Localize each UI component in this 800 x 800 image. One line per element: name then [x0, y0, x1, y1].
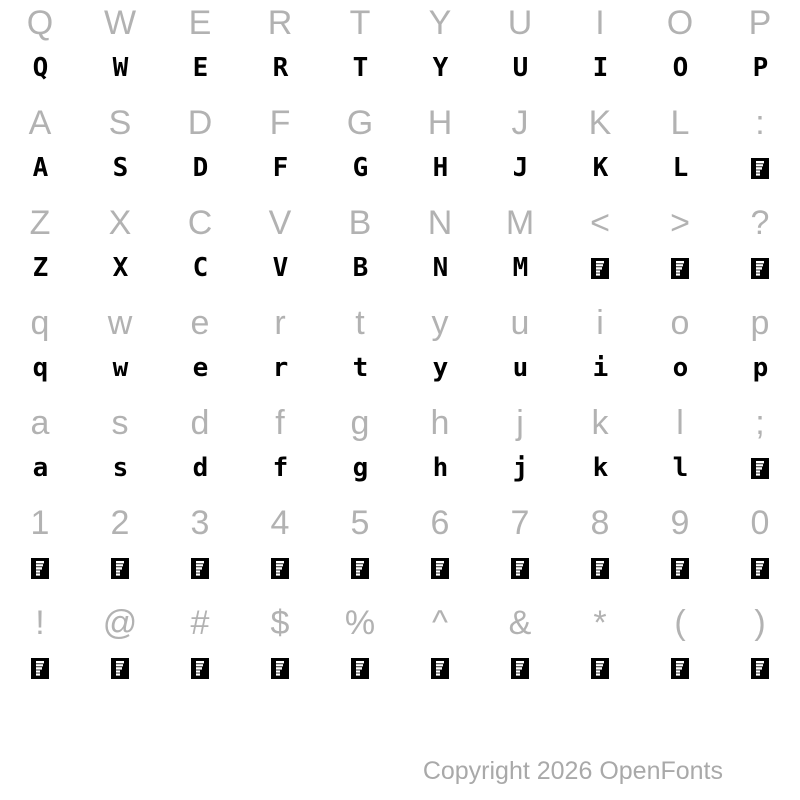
specimen-cell: [720, 202, 800, 302]
char-glyph: h: [432, 453, 448, 483]
specimen-cell: [240, 2, 320, 102]
specimen-cell: [640, 202, 720, 302]
char-label: j: [516, 403, 524, 442]
char-glyph: y: [432, 353, 448, 383]
specimen-cell: [0, 502, 80, 602]
specimen-cell: [720, 602, 800, 702]
char-glyph: d: [192, 453, 208, 483]
specimen-cell: [160, 302, 240, 402]
missing-glyph-box-icon: [751, 144, 769, 192]
specimen-cell: [80, 2, 160, 102]
missing-glyph-box-icon: [431, 544, 449, 592]
specimen-cell: [720, 102, 800, 202]
specimen-cell: [0, 2, 80, 102]
specimen-cell: [80, 502, 160, 602]
specimen-row: [0, 502, 800, 602]
char-label: 7: [510, 503, 530, 542]
char-glyph: J: [512, 153, 528, 183]
char-glyph: F: [272, 153, 288, 183]
specimen-cell: [160, 602, 240, 702]
char-label: q: [30, 303, 50, 342]
char-glyph: O: [672, 53, 688, 83]
char-label: l: [676, 403, 684, 442]
specimen-cell: [560, 302, 640, 402]
specimen-cell: [640, 302, 720, 402]
char-label: ): [754, 603, 766, 642]
specimen-cell: [560, 402, 640, 502]
char-glyph: t: [352, 353, 368, 383]
char-glyph: L: [672, 153, 688, 183]
char-glyph: u: [512, 353, 528, 383]
specimen-cell: [80, 602, 160, 702]
char-label: <: [590, 203, 610, 242]
missing-glyph-box-icon: [31, 544, 49, 592]
specimen-cell: [720, 2, 800, 102]
char-label: p: [750, 303, 770, 342]
char-glyph: U: [512, 53, 528, 83]
char-glyph: j: [512, 453, 528, 483]
missing-glyph-box-icon: [111, 544, 129, 592]
char-glyph: H: [432, 153, 448, 183]
specimen-cell: [320, 102, 400, 202]
char-label: #: [190, 603, 210, 642]
char-glyph: Q: [32, 53, 48, 83]
specimen-cell: [0, 602, 80, 702]
char-label: I: [595, 3, 605, 42]
specimen-cell: [480, 2, 560, 102]
missing-glyph-box-icon: [751, 244, 769, 292]
char-label: Y: [428, 3, 452, 42]
specimen-cell: [480, 602, 560, 702]
missing-glyph-box-icon: [671, 544, 689, 592]
char-glyph: g: [352, 453, 368, 483]
specimen-cell: [320, 502, 400, 602]
specimen-cell: [320, 602, 400, 702]
char-label: W: [103, 3, 137, 42]
specimen-cell: [480, 502, 560, 602]
char-label: J: [511, 103, 529, 142]
specimen-cell: [400, 202, 480, 302]
specimen-cell: [160, 102, 240, 202]
char-label: 1: [30, 503, 50, 542]
char-glyph: P: [752, 53, 768, 83]
specimen-cell: [320, 402, 400, 502]
char-label: P: [748, 3, 772, 42]
char-glyph: D: [192, 153, 208, 183]
missing-glyph-box-icon: [511, 644, 529, 692]
char-label: !: [35, 603, 45, 642]
specimen-cell: [240, 102, 320, 202]
specimen-cell: [560, 2, 640, 102]
missing-glyph-box-icon: [351, 644, 369, 692]
char-label: o: [670, 303, 690, 342]
char-label: s: [111, 403, 129, 442]
missing-glyph-box-icon: [751, 444, 769, 492]
char-label: 0: [750, 503, 770, 542]
char-label: R: [267, 3, 293, 42]
specimen-cell: [160, 502, 240, 602]
char-glyph: R: [272, 53, 288, 83]
specimen-cell: [640, 502, 720, 602]
char-glyph: A: [32, 153, 48, 183]
char-label: T: [349, 3, 371, 42]
specimen-row: [0, 602, 800, 702]
char-glyph: Y: [432, 53, 448, 83]
char-label: O: [666, 3, 694, 42]
char-glyph: N: [432, 253, 448, 283]
missing-glyph-box-icon: [351, 544, 369, 592]
char-label: %: [344, 603, 376, 642]
char-glyph: K: [592, 153, 608, 183]
char-label: &: [508, 603, 532, 642]
char-label: r: [274, 303, 286, 342]
specimen-cell: [320, 302, 400, 402]
char-label: f: [275, 403, 285, 442]
char-glyph: a: [32, 453, 48, 483]
char-glyph: i: [592, 353, 608, 383]
char-label: L: [670, 103, 690, 142]
char-label: G: [346, 103, 374, 142]
char-label: :: [755, 103, 765, 142]
char-label: V: [268, 203, 292, 242]
specimen-cell: [400, 302, 480, 402]
char-label: M: [505, 203, 535, 242]
missing-glyph-box-icon: [591, 544, 609, 592]
char-glyph: S: [112, 153, 128, 183]
char-label: Z: [29, 203, 51, 242]
specimen-cell: [400, 402, 480, 502]
specimen-cell: [320, 2, 400, 102]
specimen-cell: [480, 202, 560, 302]
char-label: Q: [26, 3, 54, 42]
missing-glyph-box-icon: [511, 544, 529, 592]
char-label: E: [188, 3, 212, 42]
specimen-cell: [720, 402, 800, 502]
specimen-cell: [0, 102, 80, 202]
specimen-row: [0, 402, 800, 502]
char-label: ;: [755, 403, 765, 442]
char-label: t: [355, 303, 365, 342]
char-label: k: [591, 403, 609, 442]
char-label: *: [593, 603, 607, 642]
missing-glyph-box-icon: [111, 644, 129, 692]
missing-glyph-box-icon: [191, 644, 209, 692]
specimen-cell: [560, 102, 640, 202]
char-label: g: [350, 403, 370, 442]
missing-glyph-box-icon: [31, 644, 49, 692]
char-label: 6: [430, 503, 450, 542]
char-label: >: [670, 203, 690, 242]
specimen-cell: [160, 402, 240, 502]
char-label: H: [427, 103, 453, 142]
char-glyph: Z: [32, 253, 48, 283]
specimen-cell: [80, 302, 160, 402]
missing-glyph-box-icon: [271, 544, 289, 592]
specimen-cell: [560, 202, 640, 302]
char-label: i: [596, 303, 604, 342]
char-label: D: [187, 103, 213, 142]
char-label: 8: [590, 503, 610, 542]
specimen-cell: [240, 202, 320, 302]
char-glyph: p: [752, 353, 768, 383]
missing-glyph-box-icon: [671, 244, 689, 292]
missing-glyph-box-icon: [191, 544, 209, 592]
specimen-cell: [480, 402, 560, 502]
char-label: $: [270, 603, 290, 642]
missing-glyph-box-icon: [591, 244, 609, 292]
char-label: w: [107, 303, 133, 342]
missing-glyph-box-icon: [271, 644, 289, 692]
char-glyph: B: [352, 253, 368, 283]
char-label: K: [588, 103, 612, 142]
specimen-cell: [0, 402, 80, 502]
specimen-cell: [160, 2, 240, 102]
specimen-cell: [80, 402, 160, 502]
char-label: F: [269, 103, 291, 142]
char-label: 5: [350, 503, 370, 542]
specimen-cell: [560, 602, 640, 702]
specimen-cell: [0, 202, 80, 302]
copyright-text: Copyright 2026 OpenFonts: [422, 757, 723, 785]
specimen-cell: [640, 602, 720, 702]
specimen-row: [0, 202, 800, 302]
char-label: S: [108, 103, 132, 142]
char-label: A: [28, 103, 52, 142]
specimen-cell: [640, 402, 720, 502]
specimen-cell: [560, 502, 640, 602]
missing-glyph-box-icon: [671, 644, 689, 692]
specimen-cell: [400, 502, 480, 602]
specimen-cell: [240, 602, 320, 702]
char-glyph: I: [592, 53, 608, 83]
char-label: ^: [432, 603, 448, 642]
char-label: U: [507, 3, 533, 42]
char-glyph: M: [512, 253, 528, 283]
missing-glyph-box-icon: [751, 644, 769, 692]
specimen-cell: [640, 2, 720, 102]
specimen-cell: [400, 102, 480, 202]
missing-glyph-box-icon: [751, 544, 769, 592]
char-label: 3: [190, 503, 210, 542]
specimen-cell: [240, 402, 320, 502]
char-label: C: [187, 203, 213, 242]
char-glyph: o: [672, 353, 688, 383]
char-label: 4: [270, 503, 290, 542]
specimen-cell: [400, 2, 480, 102]
char-glyph: T: [352, 53, 368, 83]
char-glyph: e: [192, 353, 208, 383]
specimen-cell: [80, 102, 160, 202]
specimen-row: [0, 102, 800, 202]
specimen-cell: [240, 502, 320, 602]
char-glyph: C: [192, 253, 208, 283]
specimen-cell: [160, 202, 240, 302]
char-label: a: [30, 403, 50, 442]
char-label: ?: [750, 203, 770, 242]
specimen-cell: [720, 502, 800, 602]
char-glyph: f: [272, 453, 288, 483]
specimen-cell: [480, 102, 560, 202]
specimen-cell: [320, 202, 400, 302]
specimen-cell: [720, 302, 800, 402]
specimen-row: [0, 2, 800, 102]
char-label: N: [427, 203, 453, 242]
char-glyph: X: [112, 253, 128, 283]
specimen-cell: [400, 602, 480, 702]
specimen-grid: [0, 2, 800, 702]
char-glyph: w: [112, 353, 128, 383]
char-label: h: [430, 403, 450, 442]
char-glyph: E: [192, 53, 208, 83]
specimen-cell: [640, 102, 720, 202]
char-label: (: [674, 603, 686, 642]
char-label: 2: [110, 503, 130, 542]
char-label: @: [102, 603, 138, 642]
char-glyph: l: [672, 453, 688, 483]
specimen-cell: [80, 202, 160, 302]
specimen-cell: [240, 302, 320, 402]
char-glyph: G: [352, 153, 368, 183]
char-label: X: [108, 203, 132, 242]
char-label: 9: [670, 503, 690, 542]
char-glyph: W: [112, 53, 128, 83]
char-glyph: s: [112, 453, 128, 483]
char-label: u: [510, 303, 530, 342]
char-glyph: r: [272, 353, 288, 383]
char-glyph: q: [32, 353, 48, 383]
missing-glyph-box-icon: [431, 644, 449, 692]
char-glyph: k: [592, 453, 608, 483]
char-label: e: [190, 303, 210, 342]
missing-glyph-box-icon: [591, 644, 609, 692]
specimen-row: [0, 302, 800, 402]
char-glyph: V: [272, 253, 288, 283]
char-label: y: [431, 303, 449, 342]
specimen-cell: [0, 302, 80, 402]
specimen-cell: [480, 302, 560, 402]
char-label: B: [348, 203, 372, 242]
char-label: d: [190, 403, 210, 442]
